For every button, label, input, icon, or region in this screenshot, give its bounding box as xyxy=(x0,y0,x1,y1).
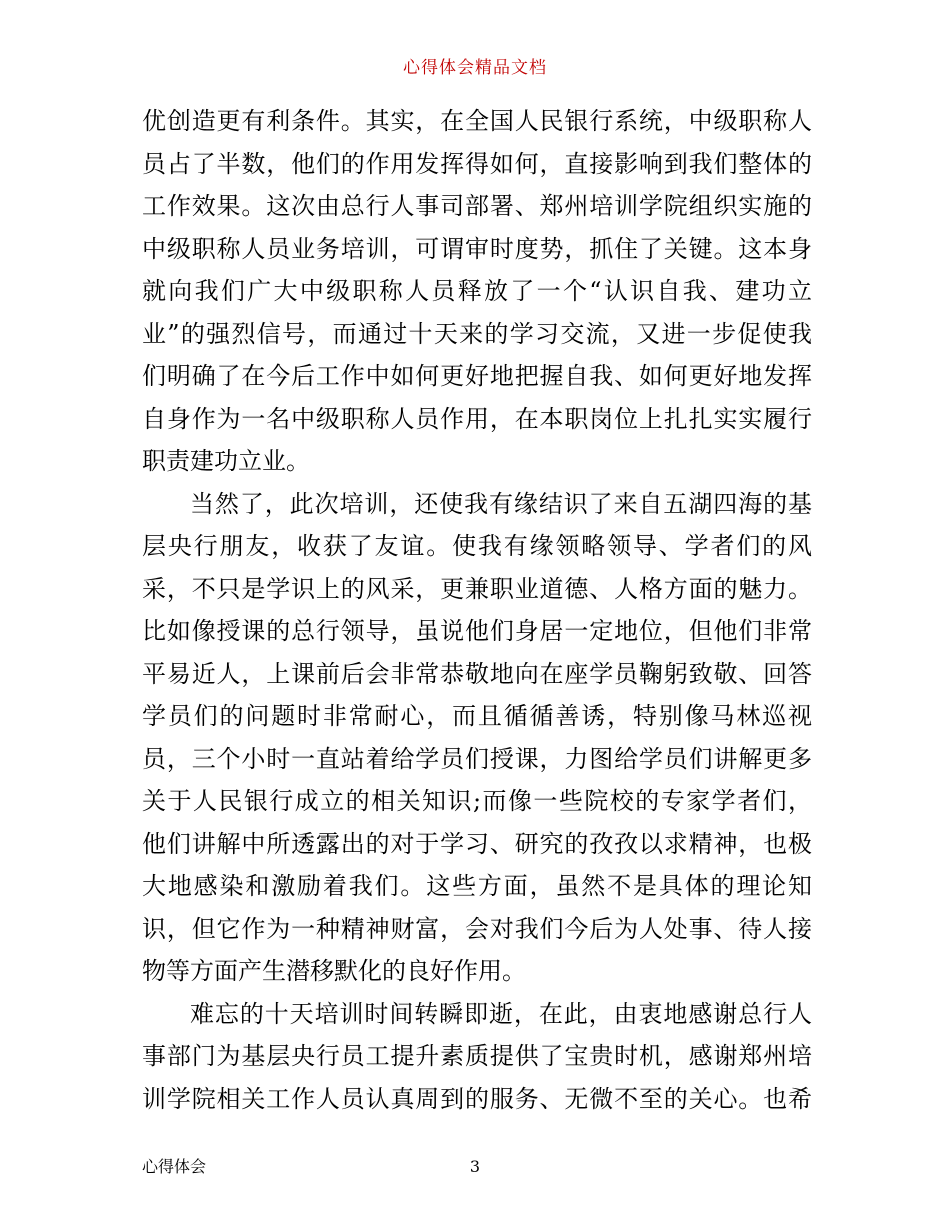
text-line: 关于人民银行成立的相关知识;而像一些院校的专家学者们， xyxy=(142,787,812,815)
page-number: 3 xyxy=(469,1157,481,1176)
text-line: 大地感染和激励着我们。这些方面，虽然不是具体的理论知 xyxy=(142,872,812,900)
text-line: 们明确了在今后工作中如何更好地把握自我、如何更好地发挥 xyxy=(142,362,812,390)
text-line: 职责建功立业。 xyxy=(142,447,310,475)
body-text xyxy=(142,100,812,1120)
text-line: 事部门为基层央行员工提升素质提供了宝贵时机，感谢郑州培 xyxy=(142,1042,812,1070)
text-line: 员，三个小时一直站着给学员们授课，力图给学员们讲解更多 xyxy=(142,744,812,773)
page-footer-label: 心得体会 xyxy=(142,1157,207,1176)
text-line: 平易近人，上课前后会非常恭敬地向在座学员鞠躬致敬、回答 xyxy=(142,659,812,688)
text-line: 比如像授课的总行领导，虽说他们身居一定地位，但他们非常 xyxy=(142,617,812,645)
text-line: 难忘的十天培训时间转瞬即逝，在此，由衷地感谢总行人 xyxy=(190,999,812,1028)
paragraph xyxy=(142,483,812,993)
text-line: 采，不只是学识上的风采，更兼职业道德、人格方面的魅力。 xyxy=(142,574,812,603)
text-line: 学员们的问题时非常耐心，而且循循善诱，特别像马林巡视 xyxy=(142,702,812,730)
paragraph xyxy=(142,993,812,1121)
text-line: 训学院相关工作人员认真周到的服务、无微不至的关心。也希 xyxy=(142,1084,812,1113)
text-line: 层央行朋友，收获了友谊。使我有缘领略领导、学者们的风 xyxy=(142,532,812,560)
text-line: 员占了半数，他们的作用发挥得如何，直接影响到我们整体的 xyxy=(142,149,812,178)
paragraph xyxy=(142,100,812,483)
text-line: 当然了，此次培训，还使我有缘结识了来自五湖四海的基 xyxy=(190,489,812,518)
text-line: 工作效果。这次由总行人事司部署、郑州培训学院组织实施的 xyxy=(142,192,812,220)
text-line: 就向我们广大中级职称人员释放了一个“认识自我、建功立 xyxy=(142,277,812,305)
text-line: 自身作为一名中级职称人员作用，在本职岗位上扎扎实实履行 xyxy=(142,404,812,433)
text-line: 识，但它作为一种精神财富，会对我们今后为人处事、待人接 xyxy=(142,914,812,943)
text-line: 他们讲解中所透露出的对于学习、研究的孜孜以求精神，也极 xyxy=(142,829,812,858)
text-line: 中级职称人员业务培训，可谓审时度势，抓住了关键。这本身 xyxy=(142,234,812,263)
text-line: 物等方面产生潜移默化的良好作用。 xyxy=(142,957,526,985)
page-header-title: 心得体会精品文档 xyxy=(403,58,547,78)
text-line: 优创造更有利条件。其实，在全国人民银行系统，中级职称人 xyxy=(142,107,812,135)
text-line: 业”的强烈信号，而通过十天来的学习交流，又进一步促使我 xyxy=(142,319,812,348)
